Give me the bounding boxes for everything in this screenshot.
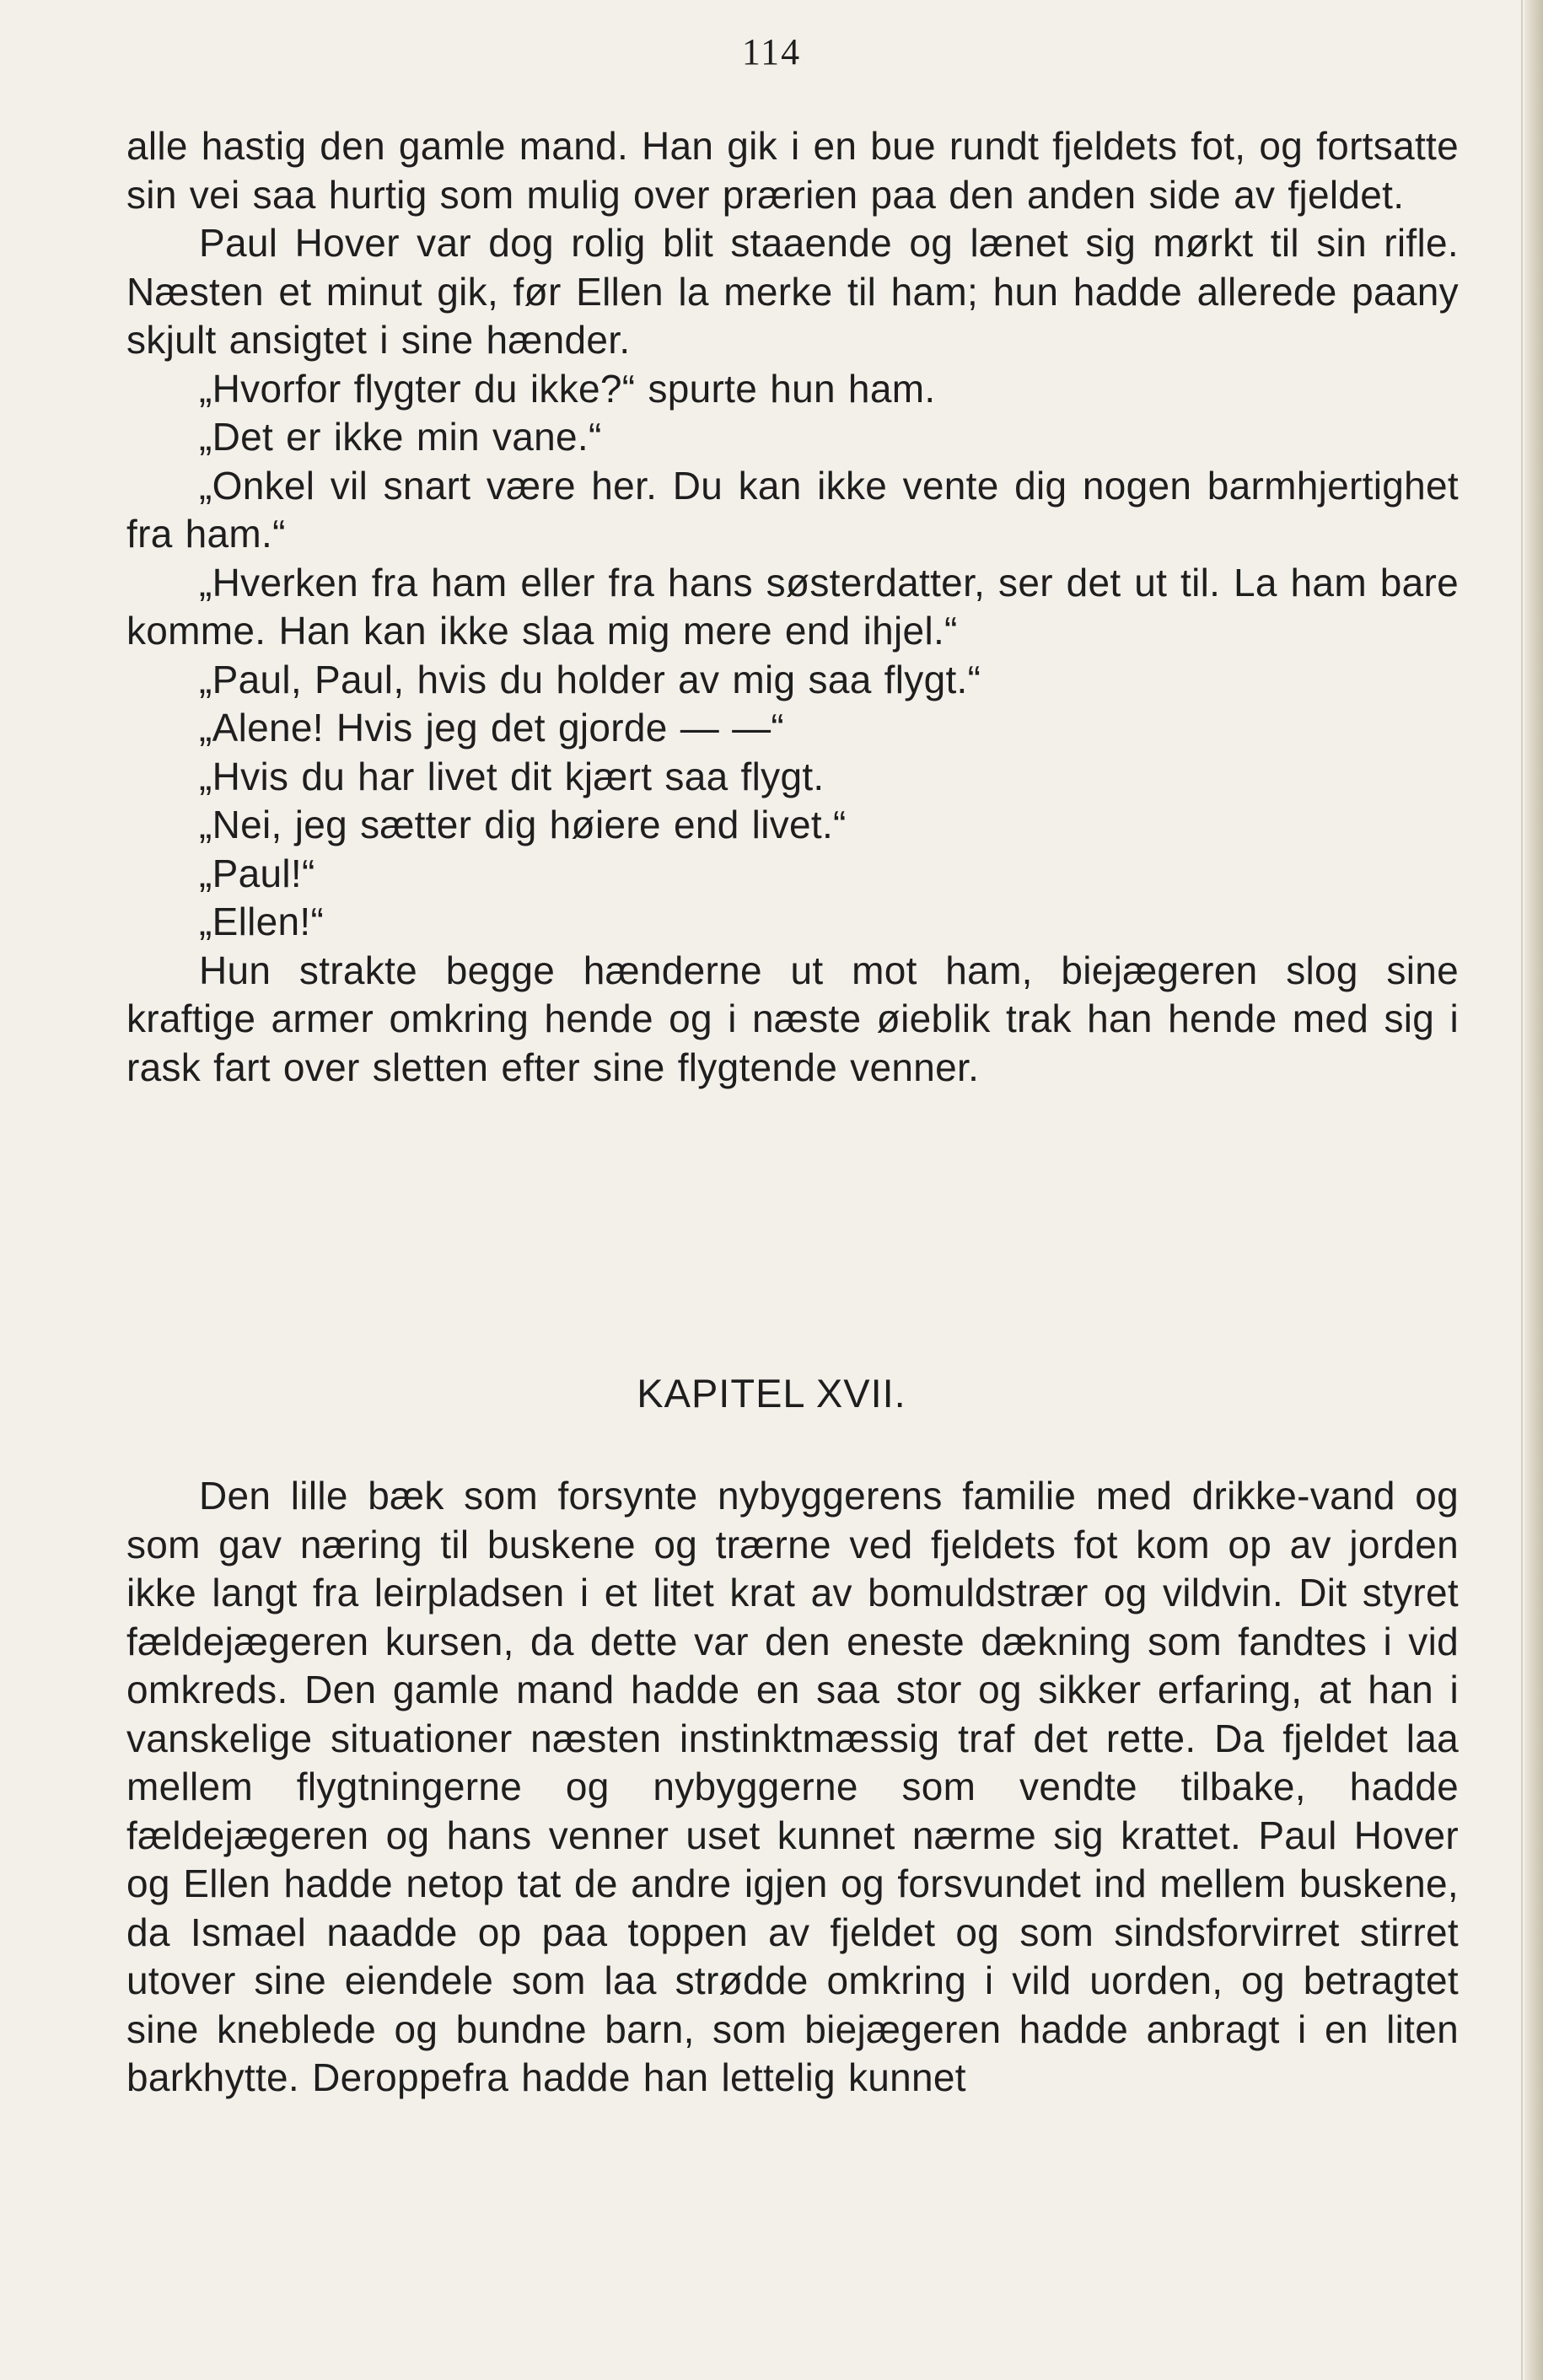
page-edge — [1524, 0, 1543, 2380]
dialogue-line: „Alene! Hvis jeg det gjorde — —“ — [199, 706, 784, 749]
dialogue-line: „Hverken fra ham eller fra hans søsterdatter, ser det ut til. La ham bare komme. Han kan ikke slaa mig mere end ihjel.“ — [126, 560, 1459, 653]
paragraph: Hun strakte begge hænderne ut mot ham, biejægeren slog sine kraftige armer omkring hende og i næste øieblik trak han hende med sig i rask fart over sletten efter sine flygtende venner. — [126, 948, 1459, 1089]
dialogue-line: „Paul!“ — [199, 851, 315, 895]
dialogue-line: „Ellen!“ — [199, 900, 325, 943]
dialogue-line: „Nei, jeg sætter dig høiere end livet.“ — [199, 803, 847, 846]
dialogue-line: „Det er ikke min vane.“ — [199, 415, 602, 459]
dialogue-line: „Hvorfor flygter du ikke?“ spurte hun ham. — [199, 366, 936, 411]
dialogue-line: „Onkel vil snart være her. Du kan ikke vente dig nogen barmhjertighet fra ham.“ — [126, 463, 1459, 556]
page-edge-shadow — [1521, 0, 1523, 2380]
page-number: 114 — [741, 31, 802, 73]
paragraph: Den lille bæk som forsynte nybyggerens familie med drikke-vand og som gav næring til buskene og trærne ved fjeldets fot kom op av jorden ikke langt fra leirpladsen i et litet krat av bomuldstrær og vildvin. Dit styret fældejægeren kursen, da dette var den eneste dækning som fandtes i vid omkreds. Den gamle mand hadde en saa stor og sikker erfaring, at han i vanskelige situationer næsten instinktmæssig traf det rette. Da fjeldet laa mellem flygtningerne og nybyggerne som vendte tilbake, hadde fældejægeren og hans venner uset kunnet nærme sig krattet. Paul Hover og Ellen hadde netop tat de andre igjen og forsvundet ind mellem buskene, da Ismael naadde op paa toppen av fjeldet og som sindsforvirret stirret utover sine eiendele som laa strødde omkring i vild uorden, og betragtet sine kneblede og bundne barn, som biejægeren hadde anbragt i en liten barkhytte. Deroppefra hadde han lettelig kunnet — [126, 1474, 1459, 2099]
text-block-after-chapter — [126, 1472, 1459, 2103]
chapter-heading: KAPITEL XVII. — [637, 1371, 906, 1416]
paragraph: Paul Hover var dog rolig blit staaende og lænet sig mørkt til sin rifle. Næsten et minut gik, før Ellen la merke til ham; hun hadde allerede paany skjult ansigtet i sine hænder. — [126, 221, 1459, 362]
paragraph: alle hastig den gamle mand. Han gik i en bue rundt fjeldets fot, og fortsatte sin vei saa hurtig som mulig over prærien paa den anden side av fjeldet. — [126, 124, 1459, 217]
dialogue-line: „Hvis du har livet dit kjært saa flygt. — [199, 754, 825, 798]
text-block-before-chapter — [126, 122, 1459, 1092]
dialogue-line: „Paul, Paul, hvis du holder av mig saa flygt.“ — [199, 657, 981, 701]
